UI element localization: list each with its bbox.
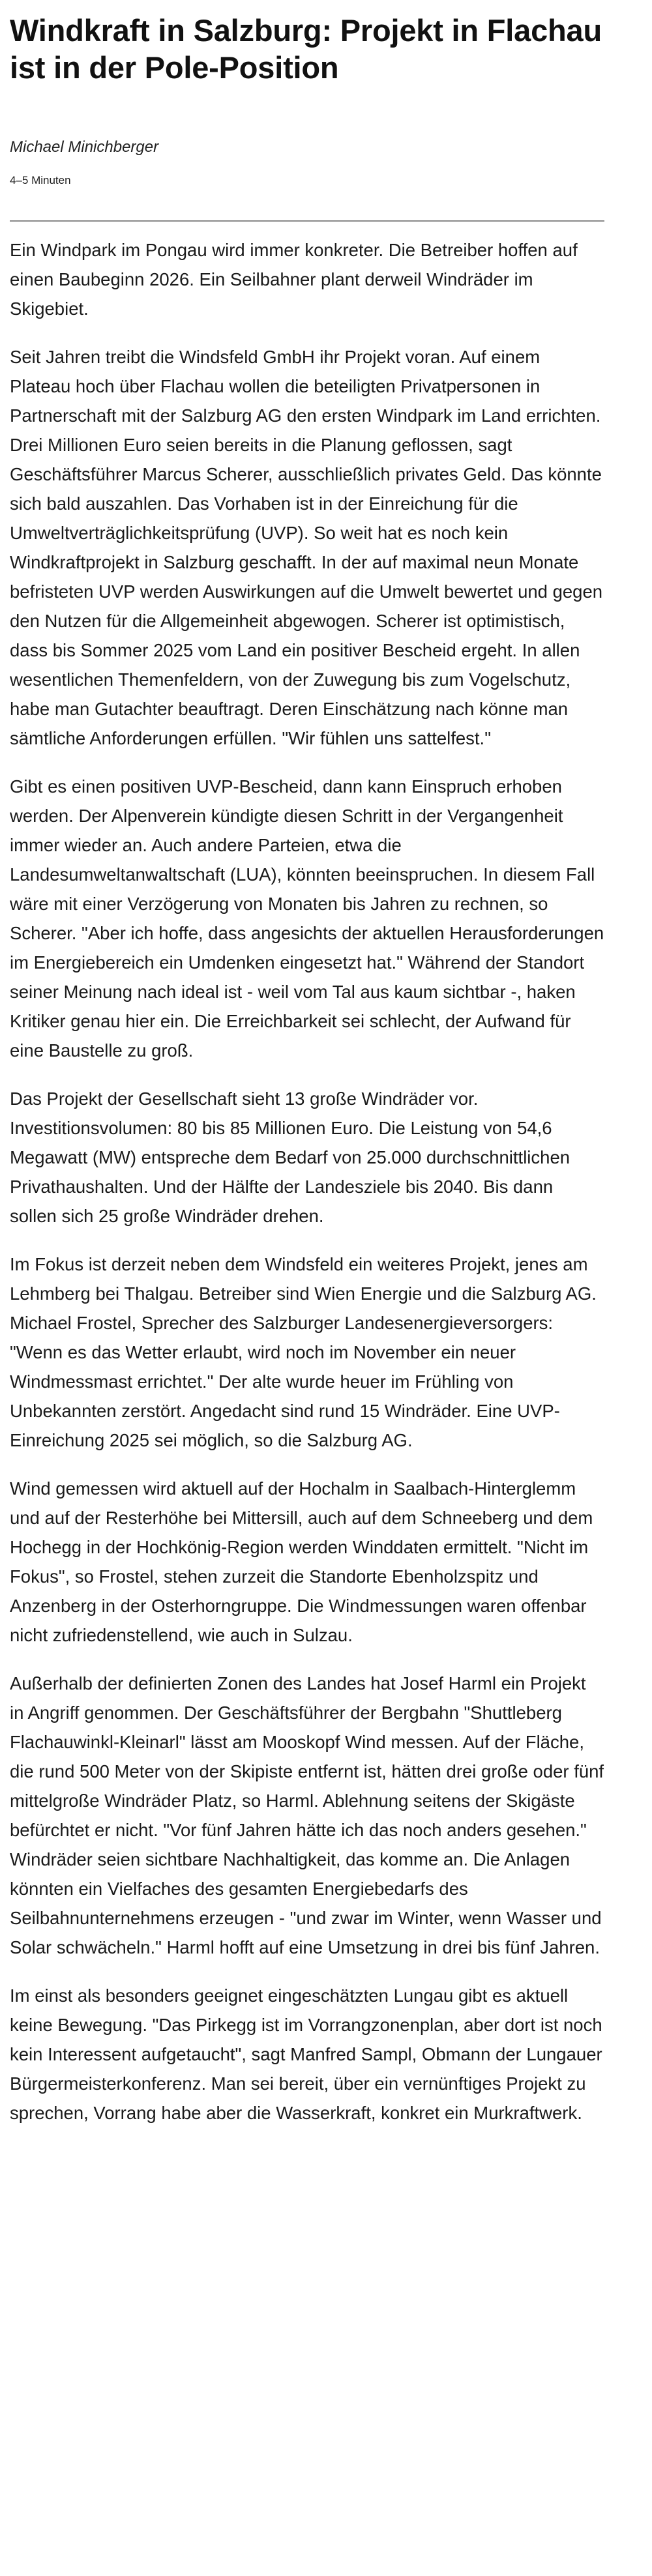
- article-author: Michael Minichberger: [10, 138, 159, 156]
- reading-time: 4–5 Minuten: [10, 174, 71, 186]
- article-paragraph: Wind gemessen wird aktuell auf der Hochalm in Saalbach-Hinterglemm und auf der Resterhöhe bei Mittersill, auch auf dem Schneeberg und dem Hochegg in der Hochkönig-Region werden Winddaten ermittelt. "Nicht im Fokus", so Frostel, stehen zurzeit die Standorte Ebenholzspitz und Anzenberg in der Osterhorngruppe. Die Windmessungen waren offenbar nicht zufriedenstellend, wie auch in Sulzau.: [10, 1478, 593, 1645]
- article-body: [10, 235, 604, 2128]
- article-paragraph: Im einst als besonders geeignet eingeschätzten Lungau gibt es aktuell keine Bewegung. "Das Pirkegg ist im Vorrangzonenplan, aber dort ist noch kein Interessent aufgetaucht", sagt Manfred Sampl, Obmann der Lungauer Bürgermeisterkonferenz. Man sei bereit, über ein vernünftiges Projekt zu sprechen, Vorrang habe aber die Wasserkraft, konkret ein Murkraftwerk.: [10, 1985, 602, 2123]
- article-paragraph: Das Projekt der Gesellschaft sieht 13 große Windräder vor. Investitionsvolumen: 80 bis 85 Millionen Euro. Die Leistung von 54,6 Megawatt (MW) entspreche dem Bedarf von 25.000 durchschnittlichen Privathaushalten. Und der Hälfte der Landesziele bis 2040. Bis dann sollen sich 25 große Windräder drehen.: [10, 1089, 570, 1226]
- header-divider: [10, 220, 604, 222]
- article-paragraph-lead: Ein Windpark im Pongau wird immer konkreter. Die Betreiber hoffen auf einen Baubeginn 2026. Ein Seilbahner plant derweil Windräder im Skigebiet.: [10, 240, 578, 319]
- article: [10, 0, 604, 2146]
- article-headline: Windkraft in Salzburg: Projekt in Flachau ist in der Pole-Position: [10, 13, 602, 85]
- article-paragraph: Seit Jahren treibt die Windsfeld GmbH ihr Projekt voran. Auf einem Plateau hoch über Flachau wollen die beteiligten Privatpersonen in Partnerschaft mit der Salzburg AG den ersten Windpark im Land errichten. Drei Millionen Euro seien bereits in die Planung geflossen, sagt Geschäftsführer Marcus Scherer, ausschließlich privates Geld. Das könnte sich bald auszahlen. Das Vorhaben ist in der Einreichung für die Umweltverträglichkeitsprüfung (UVP). So weit hat es noch kein Windkraftprojekt in Salzburg geschafft. In der auf maximal neun Monate befristeten UVP werden Auswirkungen auf die Umwelt bewertet und gegen den Nutzen für die Allgemeinheit abgewogen. Scherer ist optimistisch, dass bis Sommer 2025 vom Land ein positiver Bescheid ergeht. In allen wesentlichen Themenfeldern, von der Zuwegung bis zum Vogelschutz, habe man Gutachter beauftragt. Deren Einschätzung nach könne man sämtliche Anforderungen erfüllen. "Wir fühlen uns sattelfest.": [10, 347, 603, 748]
- article-paragraph: Gibt es einen positiven UVP-Bescheid, dann kann Einspruch erhoben werden. Der Alpenverein kündigte diesen Schritt in der Vergangenheit immer wieder an. Auch andere Parteien, etwa die Landesumweltanwaltschaft (LUA), könnten beeinspruchen. In diesem Fall wäre mit einer Verzögerung von Monaten bis Jahren zu rechnen, so Scherer. "Aber ich hoffe, dass angesichts der aktuellen Herausforderungen im Energiebereich ein Umdenken eingesetzt hat." Während der Standort seiner Meinung nach ideal ist - weil vom Tal aus kaum sichtbar -, haken Kritiker genau hier ein. Die Erreichbarkeit sei schlecht, der Aufwand für eine Baustelle zu groß.: [10, 776, 604, 1061]
- article-paragraph: Außerhalb der definierten Zonen des Landes hat Josef Harml ein Projekt in Angriff genommen. Der Geschäftsführer der Bergbahn "Shuttleberg Flachauwinkl-Kleinarl" lässt am Mooskopf Wind messen. Auf der Fläche, die rund 500 Meter von der Skipiste entfernt ist, hätten drei große oder fünf mittelgroße Windräder Platz, so Harml. Ablehnung seitens der Skigäste befürchtet er nicht. "Vor fünf Jahren hätte ich das noch anders gesehen." Windräder seien sichtbare Nachhaltigkeit, das komme an. Die Anlagen könnten ein Vielfaches des gesamten Energiebedarfs des Seilbahnunternehmens erzeugen - "und zwar im Winter, wenn Wasser und Solar schwächeln." Harml hofft auf eine Umsetzung in drei bis fünf Jahren.: [10, 1673, 604, 1957]
- article-paragraph: Im Fokus ist derzeit neben dem Windsfeld ein weiteres Projekt, jenes am Lehmberg bei Thalgau. Betreiber sind Wien Energie und die Salzburg AG. Michael Frostel, Sprecher des Salzburger Landesenergieversorgers: "Wenn es das Wetter erlaubt, wird noch im November ein neuer Windmessmast errichtet." Der alte wurde heuer im Frühling von Unbekannten zerstört. Angedacht sind rund 15 Windräder. Eine UVP-Einreichung 2025 sei möglich, so die Salzburg AG.: [10, 1254, 597, 1450]
